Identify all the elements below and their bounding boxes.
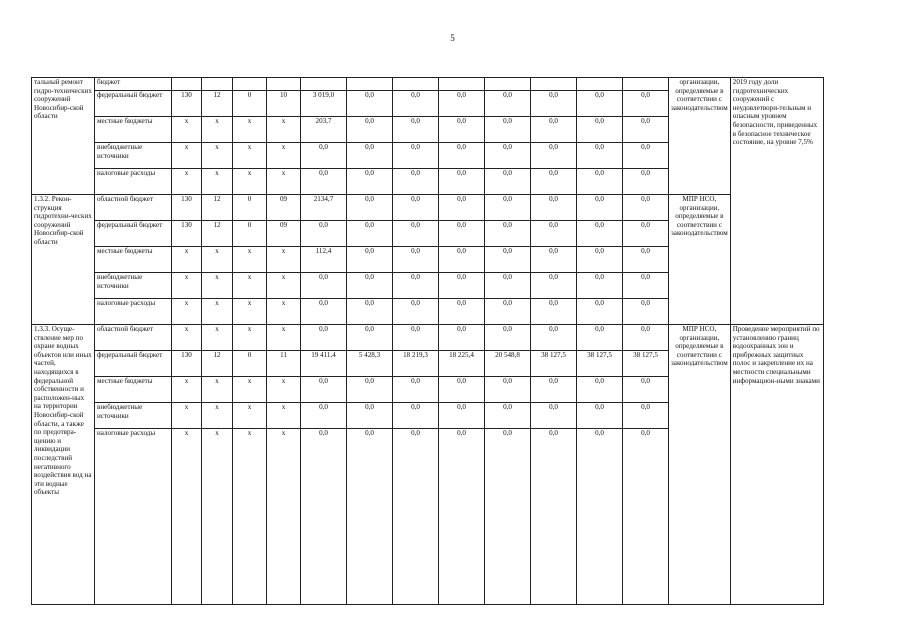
- value-cell: х: [202, 169, 233, 195]
- value-cell: х: [267, 377, 301, 403]
- value-cell: 0,0: [577, 429, 623, 605]
- value-cell: 0,0: [531, 221, 577, 247]
- value-cell: 19 411,4: [301, 351, 347, 377]
- value-cell: 0,0: [393, 91, 439, 117]
- value-cell: 0,0: [623, 299, 669, 325]
- value-cell: 0,0: [393, 169, 439, 195]
- funding-source-cell: областной бюджет: [95, 325, 172, 351]
- value-cell: х: [233, 273, 267, 299]
- value-cell: х: [202, 117, 233, 143]
- value-cell: [202, 78, 233, 91]
- value-cell: 0,0: [577, 169, 623, 195]
- value-cell: 0,0: [439, 429, 485, 605]
- value-cell: 0: [233, 195, 267, 221]
- value-cell: 0,0: [347, 143, 393, 169]
- value-cell: 0,0: [577, 403, 623, 429]
- value-cell: 0,0: [531, 195, 577, 221]
- value-cell: 0,0: [301, 169, 347, 195]
- executor-cell: организации, определяемые в соответствии с законодательством: [669, 78, 731, 195]
- funding-source-cell: федеральный бюджет: [95, 221, 172, 247]
- value-cell: 0,0: [301, 143, 347, 169]
- value-cell: х: [202, 143, 233, 169]
- value-cell: 0,0: [623, 325, 669, 351]
- funding-source-cell: внебюджетные источники: [95, 273, 172, 299]
- value-cell: х: [172, 143, 202, 169]
- value-cell: 0,0: [301, 221, 347, 247]
- value-cell: 0,0: [531, 377, 577, 403]
- value-cell: 0,0: [577, 247, 623, 273]
- value-cell: 0: [233, 221, 267, 247]
- value-cell: 11: [267, 351, 301, 377]
- value-cell: 0,0: [623, 403, 669, 429]
- value-cell: х: [202, 299, 233, 325]
- value-cell: 0,0: [393, 221, 439, 247]
- value-cell: 0,0: [531, 325, 577, 351]
- value-cell: 0,0: [439, 247, 485, 273]
- funding-source-cell: налоговые расходы: [95, 429, 172, 605]
- value-cell: х: [267, 117, 301, 143]
- value-cell: 0,0: [393, 143, 439, 169]
- value-cell: 0,0: [347, 221, 393, 247]
- value-cell: [439, 78, 485, 91]
- value-cell: 0,0: [577, 195, 623, 221]
- value-cell: 0,0: [393, 325, 439, 351]
- value-cell: 0,0: [485, 403, 531, 429]
- value-cell: 0,0: [393, 247, 439, 273]
- value-cell: 0,0: [577, 91, 623, 117]
- value-cell: 0,0: [347, 325, 393, 351]
- value-cell: х: [202, 273, 233, 299]
- value-cell: 130: [172, 195, 202, 221]
- page-number: 5: [450, 33, 455, 43]
- funding-source-cell: налоговые расходы: [95, 169, 172, 195]
- value-cell: 0,0: [623, 247, 669, 273]
- value-cell: 0,0: [393, 117, 439, 143]
- value-cell: 3 019,0: [301, 91, 347, 117]
- value-cell: 0,0: [623, 195, 669, 221]
- executor-cell: МПР НСО, организации, определяемые в соответствии с законодательством: [669, 195, 731, 325]
- value-cell: 0,0: [347, 299, 393, 325]
- value-cell: х: [202, 377, 233, 403]
- measure-name-cell: тальный ремонт гидро-технических сооружений Новосибир-ской области: [32, 78, 95, 195]
- funding-source-cell: местные бюджеты: [95, 377, 172, 403]
- value-cell: 0,0: [347, 273, 393, 299]
- value-cell: 0,0: [439, 273, 485, 299]
- value-cell: 0,0: [531, 299, 577, 325]
- value-cell: 0,0: [301, 429, 347, 605]
- value-cell: 0,0: [531, 143, 577, 169]
- value-cell: 0,0: [485, 91, 531, 117]
- value-cell: 0: [233, 91, 267, 117]
- value-cell: 0,0: [531, 403, 577, 429]
- value-cell: х: [202, 403, 233, 429]
- value-cell: 130: [172, 91, 202, 117]
- value-cell: 0,0: [623, 143, 669, 169]
- value-cell: 0,0: [485, 273, 531, 299]
- value-cell: 0,0: [439, 299, 485, 325]
- value-cell: х: [233, 247, 267, 273]
- value-cell: х: [172, 429, 202, 605]
- value-cell: 0,0: [531, 273, 577, 299]
- value-cell: х: [267, 299, 301, 325]
- value-cell: х: [172, 377, 202, 403]
- value-cell: [393, 78, 439, 91]
- value-cell: 0,0: [623, 429, 669, 605]
- measure-name-cell: 1.3.3. Осуще-ствление мер по охране водных объектов или иных частей, находящихся в федеральной собственности и расположен-ных на территории Новосибир-ской области, а также по предотвра-щению и ликвидации последствий негативного воздействия вод на эти водные объекты: [32, 325, 95, 605]
- value-cell: 0,0: [485, 221, 531, 247]
- result-cell: 2019 году доли гидротехнических сооружений с неудовлетвори-тельным и опасным уровнем безопасности, приведенных в безопасное техническое состояние, на уровне 7,5%: [730, 78, 823, 325]
- value-cell: 20 548,8: [485, 351, 531, 377]
- value-cell: [577, 78, 623, 91]
- result-cell: Проведение мероприятий по установлению границ водоохранных зон и прибрежных защитных полос и закрепление их на местности специальными информацион-ными знаками: [730, 325, 823, 605]
- value-cell: х: [267, 273, 301, 299]
- value-cell: х: [233, 377, 267, 403]
- value-cell: 0,0: [393, 195, 439, 221]
- value-cell: 0,0: [439, 169, 485, 195]
- value-cell: 0,0: [623, 169, 669, 195]
- table-row: [32, 78, 904, 91]
- value-cell: 0,0: [301, 403, 347, 429]
- value-cell: х: [172, 169, 202, 195]
- value-cell: х: [267, 403, 301, 429]
- value-cell: 0,0: [439, 221, 485, 247]
- value-cell: 0,0: [393, 273, 439, 299]
- funding-source-cell: местные бюджеты: [95, 117, 172, 143]
- value-cell: 0,0: [439, 143, 485, 169]
- value-cell: 12: [202, 351, 233, 377]
- value-cell: х: [233, 429, 267, 605]
- funding-source-cell: налоговые расходы: [95, 299, 172, 325]
- value-cell: х: [172, 273, 202, 299]
- value-cell: 0,0: [347, 403, 393, 429]
- value-cell: 0,0: [347, 91, 393, 117]
- value-cell: 10: [267, 91, 301, 117]
- value-cell: х: [233, 403, 267, 429]
- value-cell: 0,0: [577, 273, 623, 299]
- value-cell: 130: [172, 351, 202, 377]
- value-cell: 5 428,3: [347, 351, 393, 377]
- value-cell: 0,0: [301, 273, 347, 299]
- value-cell: 0,0: [531, 169, 577, 195]
- value-cell: 0,0: [623, 377, 669, 403]
- value-cell: 0,0: [301, 299, 347, 325]
- value-cell: х: [202, 429, 233, 605]
- value-cell: 09: [267, 195, 301, 221]
- funding-source-cell: внебюджетные источники: [95, 403, 172, 429]
- value-cell: х: [233, 299, 267, 325]
- value-cell: [233, 78, 267, 91]
- value-cell: х: [233, 169, 267, 195]
- value-cell: 0,0: [393, 377, 439, 403]
- value-cell: 12: [202, 221, 233, 247]
- value-cell: 38 127,5: [577, 351, 623, 377]
- value-cell: 0,0: [531, 247, 577, 273]
- value-cell: 0,0: [577, 221, 623, 247]
- value-cell: 0,0: [623, 117, 669, 143]
- value-cell: 0,0: [577, 117, 623, 143]
- value-cell: 09: [267, 221, 301, 247]
- value-cell: 0,0: [347, 429, 393, 605]
- value-cell: 0,0: [347, 117, 393, 143]
- table-body: [32, 78, 904, 605]
- value-cell: 130: [172, 221, 202, 247]
- measure-name-cell: 1.3.2. Рекон-струкция гидротехни-ческих сооружений Новосибир-ской области: [32, 195, 95, 325]
- funding-source-cell: федеральный бюджет: [95, 351, 172, 377]
- value-cell: х: [267, 143, 301, 169]
- value-cell: 0,0: [485, 247, 531, 273]
- value-cell: 0,0: [347, 377, 393, 403]
- executor-cell: МПР НСО, организации, определяемые в соответствии с законодательством: [669, 325, 731, 605]
- value-cell: 0,0: [347, 247, 393, 273]
- value-cell: х: [172, 299, 202, 325]
- value-cell: 0: [233, 351, 267, 377]
- value-cell: [301, 78, 347, 91]
- value-cell: х: [267, 247, 301, 273]
- value-cell: х: [233, 117, 267, 143]
- funding-table: [31, 77, 904, 605]
- value-cell: х: [233, 325, 267, 351]
- value-cell: 38 127,5: [623, 351, 669, 377]
- value-cell: 0,0: [439, 403, 485, 429]
- value-cell: х: [267, 169, 301, 195]
- value-cell: х: [267, 325, 301, 351]
- value-cell: 0,0: [577, 325, 623, 351]
- value-cell: 12: [202, 195, 233, 221]
- value-cell: 203,7: [301, 117, 347, 143]
- value-cell: 0,0: [301, 377, 347, 403]
- value-cell: 2134,7: [301, 195, 347, 221]
- value-cell: 0,0: [301, 325, 347, 351]
- value-cell: 0,0: [577, 377, 623, 403]
- value-cell: 0,0: [485, 117, 531, 143]
- value-cell: 0,0: [531, 117, 577, 143]
- value-cell: 0,0: [577, 299, 623, 325]
- value-cell: х: [202, 325, 233, 351]
- funding-source-cell: бюджет: [95, 78, 172, 91]
- value-cell: 38 127,5: [531, 351, 577, 377]
- value-cell: 0,0: [439, 117, 485, 143]
- funding-source-cell: федеральный бюджет: [95, 91, 172, 117]
- value-cell: х: [172, 247, 202, 273]
- value-cell: 0,0: [485, 195, 531, 221]
- value-cell: 112,4: [301, 247, 347, 273]
- value-cell: 0,0: [577, 143, 623, 169]
- funding-source-cell: областной бюджет: [95, 195, 172, 221]
- funding-source-cell: внебюджетные источники: [95, 143, 172, 169]
- value-cell: х: [172, 403, 202, 429]
- value-cell: [267, 78, 301, 91]
- value-cell: 0,0: [347, 169, 393, 195]
- value-cell: [172, 78, 202, 91]
- value-cell: 0,0: [485, 325, 531, 351]
- value-cell: 0,0: [623, 273, 669, 299]
- value-cell: 18 219,3: [393, 351, 439, 377]
- table-row: [32, 325, 904, 351]
- value-cell: 0,0: [439, 195, 485, 221]
- value-cell: х: [233, 143, 267, 169]
- value-cell: 0,0: [393, 403, 439, 429]
- value-cell: [347, 78, 393, 91]
- value-cell: х: [202, 247, 233, 273]
- value-cell: 0,0: [623, 91, 669, 117]
- value-cell: 0,0: [485, 377, 531, 403]
- value-cell: 0,0: [531, 429, 577, 605]
- value-cell: 0,0: [393, 429, 439, 605]
- value-cell: 18 225,4: [439, 351, 485, 377]
- value-cell: [485, 78, 531, 91]
- value-cell: [623, 78, 669, 91]
- value-cell: 0,0: [485, 169, 531, 195]
- value-cell: 0,0: [439, 377, 485, 403]
- funding-source-cell: местные бюджеты: [95, 247, 172, 273]
- value-cell: х: [172, 117, 202, 143]
- value-cell: 0,0: [439, 325, 485, 351]
- value-cell: [531, 78, 577, 91]
- value-cell: 0,0: [485, 299, 531, 325]
- value-cell: 0,0: [439, 91, 485, 117]
- value-cell: х: [267, 429, 301, 605]
- value-cell: 0,0: [393, 299, 439, 325]
- value-cell: 0,0: [347, 195, 393, 221]
- value-cell: 0,0: [623, 221, 669, 247]
- value-cell: 0,0: [485, 143, 531, 169]
- value-cell: 0,0: [485, 429, 531, 605]
- value-cell: х: [172, 325, 202, 351]
- value-cell: 12: [202, 91, 233, 117]
- value-cell: 0,0: [531, 91, 577, 117]
